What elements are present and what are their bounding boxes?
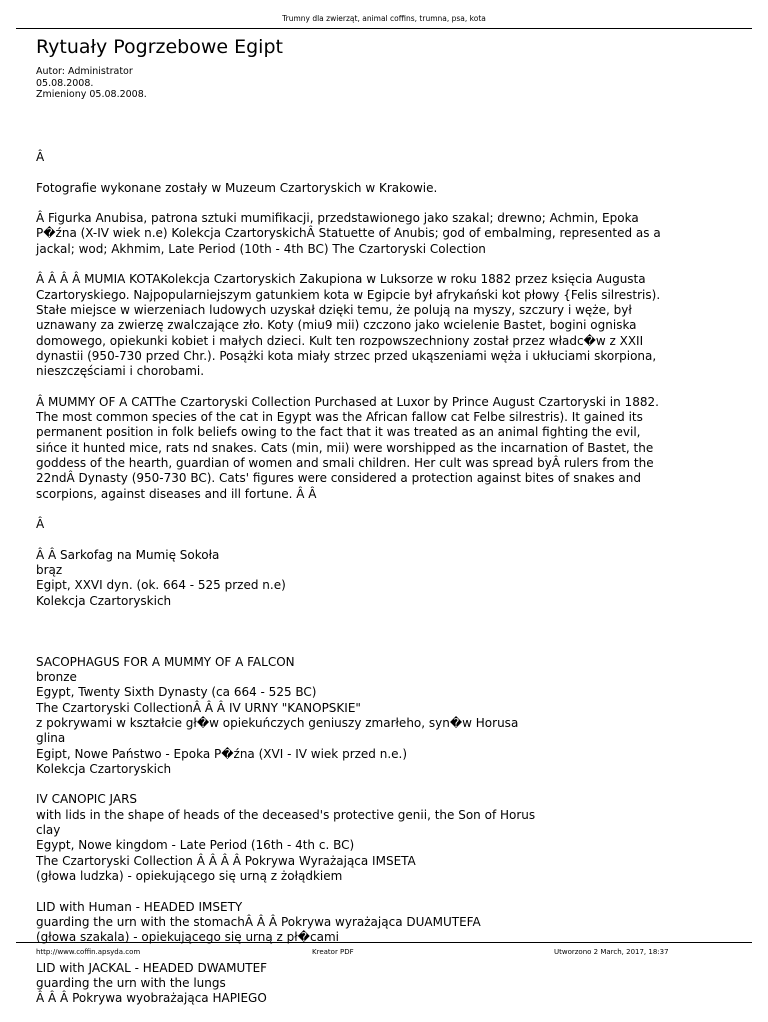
text-line: Â Â Sarkofag na Mumię Sokoła [36,547,220,562]
text-line: Â [36,517,45,532]
footer-rule [16,942,752,943]
text-line: LID with Human - HEADED IMSETY [36,899,243,914]
text-line: SACOPHAGUS FOR A MUMMY OF A FALCON [36,654,295,669]
article-paragraph [36,792,752,884]
article-paragraph [36,211,752,257]
text-line: clay [36,823,61,838]
text-line: Czartoryskiego. Najpopularniejszym gatunkiem kota w Egipcie był afrykański kot płowy {Felis silrestris). [36,287,661,302]
footer-created: Utworzono 2 March, 2017, 18:37 [554,948,669,956]
text-line: (głowa szakala) - opiekującego się urną z pł�cami [36,930,339,945]
footer-url[interactable]: http://www.coffin.apsyda.com [36,948,141,956]
date-line: 05.08.2008. [36,77,94,89]
article-meta [36,66,147,101]
text-line: Stałe miejsce w wierzeniach ludowych uzyskał dzięki temu, że polują na myszy, szczury i węże, był [36,302,632,317]
text-line: Â MUMMY OF A CATThe Czartoryski Collection Purchased at Luxor by Prince August Czartoryski in 1882. [36,394,659,409]
header-rule [16,28,752,29]
text-line: dynastii (950-730 przed Chr.). Posążki kota miały strzec przed ukąszeniami węża i ukłuciami skorpiona, [36,348,657,363]
article-paragraph [36,900,752,946]
article-body [36,150,752,1022]
text-line: Fotografie wykonane zostały w Muzeum Czartoryskich w Krakowie. [36,180,438,195]
text-line: permanent position in folk beliefs owing to the fact that it was treated as an animal fighting the evil, [36,425,641,440]
text-line: IV CANOPIC JARS [36,792,138,807]
text-line: bronze [36,670,77,685]
text-line: P�źna (X-IV wiek n.e) Kolekcja CzartoryskichÂ Statuette of Anubis; god of embalming, represented as a [36,226,661,241]
text-line: uznawany za zwierzę zwalczające zło. Koty (miu9 mii) czczono jako wcielenie Bastet, bogini ogniska [36,318,637,333]
text-line: with lids in the shape of heads of the deceased's protective genii, the Son of Horus [36,807,536,822]
text-line: brąz [36,563,63,578]
text-line: guarding the urn with the lungs [36,976,226,991]
text-line: Â Figurka Anubisa, patrona sztuki mumifikacji, przedstawionego jako szakal; drewno; Achmin, Epoka [36,211,639,226]
footer-creator: Kreator PDF [312,948,354,956]
modified-line: Zmieniony 05.08.2008. [36,89,147,100]
text-line: Kolekcja Czartoryskich [36,761,172,776]
article-paragraph [36,961,752,1007]
article-paragraph [36,655,752,777]
author-line: Autor: Administrator [36,66,133,77]
article-paragraph [36,181,752,196]
text-line: (głowa ludzka) - opiekującego się urną z żołądkiem [36,868,343,883]
text-line: jackal; wod; Akhmim, Late Period (10th - 4th BC) The Czartoryski Colection [36,241,486,256]
text-line: Â [36,150,45,164]
running-header: Trumny dla zwierząt, animal coffins, trumna, psa, kota [282,14,486,23]
text-line: Egipt, XXVI dyn. (ok. 664 - 525 przed n.e) [36,578,286,593]
article-paragraph [36,548,752,609]
article-paragraph [36,624,752,639]
text-line: glina [36,731,66,746]
page-title: Rytuały Pogrzebowe Egipt [36,36,283,58]
text-line: sińce it hunted mice, rats nd snakes. Cats (min, mii) were worshipped as the incarnation of Bastet, the [36,440,654,455]
text-line: guarding the urn with the stomachÂ Â Â Pokrywa wyrażająca DUAMUTEFA [36,914,481,929]
article-paragraph [36,395,752,502]
text-line: The most common species of the cat in Egypt was the African fallow cat Felbe silrestris). It gained its [36,410,643,425]
text-line: The Czartoryski Collection Â Â Â Â Pokrywa Wyrażająca IMSETA [36,853,416,868]
text-line: Egypt, Twenty Sixth Dynasty (ca 664 - 525 BC) [36,685,317,700]
text-line: domowego, opiekunki kobiet i małych dzieci. Kult ten rozpowszechniony został przez władc�w z XXII [36,333,644,348]
article-paragraph [36,517,752,532]
text-line: Â Â Â Â MUMIA KOTAKolekcja Czartoryskich Zakupiona w Luksorze w roku 1882 przez księcia Augusta [36,272,646,287]
text-line: The Czartoryski CollectionÂ Â Â IV URNY "KANOPSKIE" [36,700,361,715]
text-line: Â Â Â Pokrywa wyobrażająca HAPIEGO [36,991,267,1006]
text-line: LID with JACKAL - HEADED DWAMUTEF [36,960,268,975]
text-line: nieszczęściami i chorobami. [36,364,205,379]
text-line: scorpions, against diseases and ill fortune. Â Â [36,486,317,501]
text-line: 22ndÂ Dynasty (950-730 BC). Cats' figures were considered a protection against bites of snakes and [36,471,641,486]
text-line: z pokrywami w kształcie gł�w opiekuńczych geniuszy zmarłeho, syn�w Horusa [36,715,519,730]
article-paragraph [36,272,752,379]
text-line: Egipt, Nowe Państwo - Epoka P�źna (XVI - IV wiek przed n.e.) [36,746,408,761]
text-line: goddess of the hearth, guardian of women and smali children. Her cult was spread byÂ rulers from the [36,455,654,470]
text-line [36,624,752,639]
article-paragraph [36,150,752,165]
text-line: Kolekcja Czartoryskich [36,593,172,608]
text-line: Egypt, Nowe kingdom - Late Period (16th - 4th c. BC) [36,838,355,853]
